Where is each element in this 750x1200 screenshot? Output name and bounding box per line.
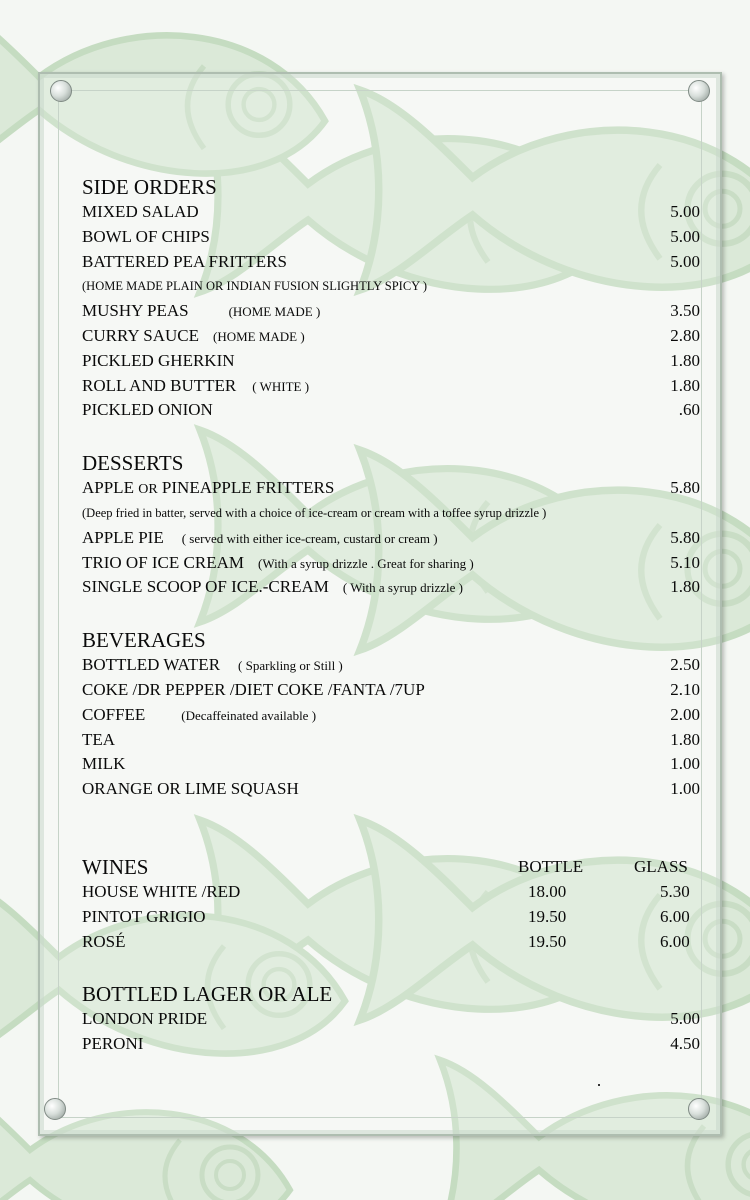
- section-title-side-orders: SIDE ORDERS: [82, 175, 217, 199]
- glass-price: 6.00: [660, 931, 690, 951]
- price: 1.80: [670, 729, 700, 749]
- rivet-bottom-left: [44, 1098, 66, 1120]
- menu-item: BOWL OF CHIPS 5.00: [82, 225, 700, 250]
- price: 1.00: [670, 754, 700, 774]
- section-title-bottled-lager: BOTTLED LAGER OR ALE: [82, 982, 333, 1007]
- price: 5.80: [670, 527, 700, 547]
- price: 5.00: [670, 251, 700, 271]
- stray-dot: [598, 1084, 600, 1086]
- item-description: (HOME MADE PLAIN OR INDIAN FUSION SLIGHTLY SPICY ): [82, 279, 428, 294]
- menu-item: BOTTLED WATER ( Sparkling or Still ) 2.50: [82, 653, 700, 678]
- menu-item: TRIO OF ICE CREAM (With a syrup drizzle . Great for sharing ) 5.10: [82, 551, 700, 576]
- price: .60: [678, 400, 700, 420]
- menu-item: ROSÉ 19.50 6.00: [82, 930, 700, 955]
- menu-item: COFFEE (Decaffeinated available ) 2.00: [82, 703, 700, 728]
- bottle-price: 19.50: [528, 931, 567, 951]
- price: 5.00: [670, 226, 700, 246]
- menu-item: HOUSE WHITE /RED 18.00 5.30: [82, 880, 700, 905]
- menu-item: BATTERED PEA FRITTERS 5.00: [82, 250, 700, 275]
- menu-item: MIXED SALAD 5.00: [82, 200, 700, 225]
- glass-price: 5.30: [660, 881, 690, 901]
- bottle-column-label: BOTTLE: [518, 856, 584, 876]
- price: 5.00: [670, 1009, 700, 1029]
- price: 2.00: [670, 704, 700, 724]
- menu-item: MILK 1.00: [82, 752, 700, 777]
- menu-item: APPLE OR PINEAPPLE FRITTERS 5.80: [82, 476, 700, 501]
- section-title-desserts: DESSERTS: [82, 451, 184, 476]
- menu-item: ORANGE OR LIME SQUASH 1.00: [82, 777, 700, 802]
- price: 1.80: [670, 375, 700, 395]
- price: 2.50: [670, 655, 700, 675]
- menu-item: APPLE PIE ( served with either ice-cream, custard or cream ) 5.80: [82, 526, 700, 551]
- section-title-beverages: BEVERAGES: [82, 628, 206, 653]
- menu-content: [82, 174, 700, 1057]
- glass-price: 6.00: [660, 906, 690, 926]
- glass-column-label: GLASS: [634, 856, 688, 876]
- wines-header: [82, 854, 700, 880]
- rivet-bottom-right: [688, 1098, 710, 1120]
- bottle-price: 19.50: [528, 906, 567, 926]
- price: 2.80: [670, 325, 700, 345]
- rivet-top-right: [688, 80, 710, 102]
- price: 5.00: [670, 202, 700, 221]
- menu-item: PINTOT GRIGIO 19.50 6.00: [82, 905, 700, 930]
- price: 5.10: [670, 552, 700, 572]
- price: 4.50: [670, 1034, 700, 1054]
- menu-item: TEA 1.80: [82, 728, 700, 753]
- rivet-top-left: [50, 80, 72, 102]
- menu-item: SINGLE SCOOP OF ICE.-CREAM ( With a syrup drizzle ) 1.80: [82, 575, 700, 600]
- price: 5.80: [670, 478, 700, 498]
- menu-item: ROLL AND BUTTER ( WHITE ) 1.80: [82, 374, 700, 399]
- price: 2.10: [670, 679, 700, 699]
- bottle-price: 18.00: [528, 881, 567, 901]
- price: 1.00: [670, 779, 700, 799]
- menu-item: MUSHY PEAS (HOME MADE ) 3.50: [82, 299, 700, 324]
- menu-item: PICKLED ONION .60: [82, 398, 700, 423]
- menu-item: COKE /DR PEPPER /DIET COKE /FANTA /7UP 2.10: [82, 678, 700, 703]
- price: 3.50: [670, 301, 700, 321]
- section-title-wines: WINES: [82, 854, 149, 879]
- price: 1.80: [670, 350, 700, 370]
- menu-item: PERONI 4.50: [82, 1032, 700, 1057]
- menu-item: LONDON PRIDE 5.00: [82, 1007, 700, 1032]
- menu-item: PICKLED GHERKIN 1.80: [82, 349, 700, 374]
- price: 1.80: [670, 577, 700, 597]
- item-description: (Deep fried in batter, served with a choice of ice-cream or cream with a toffee syrup drizzle ): [82, 505, 547, 520]
- menu-item: CURRY SAUCE (HOME MADE ) 2.80: [82, 324, 700, 349]
